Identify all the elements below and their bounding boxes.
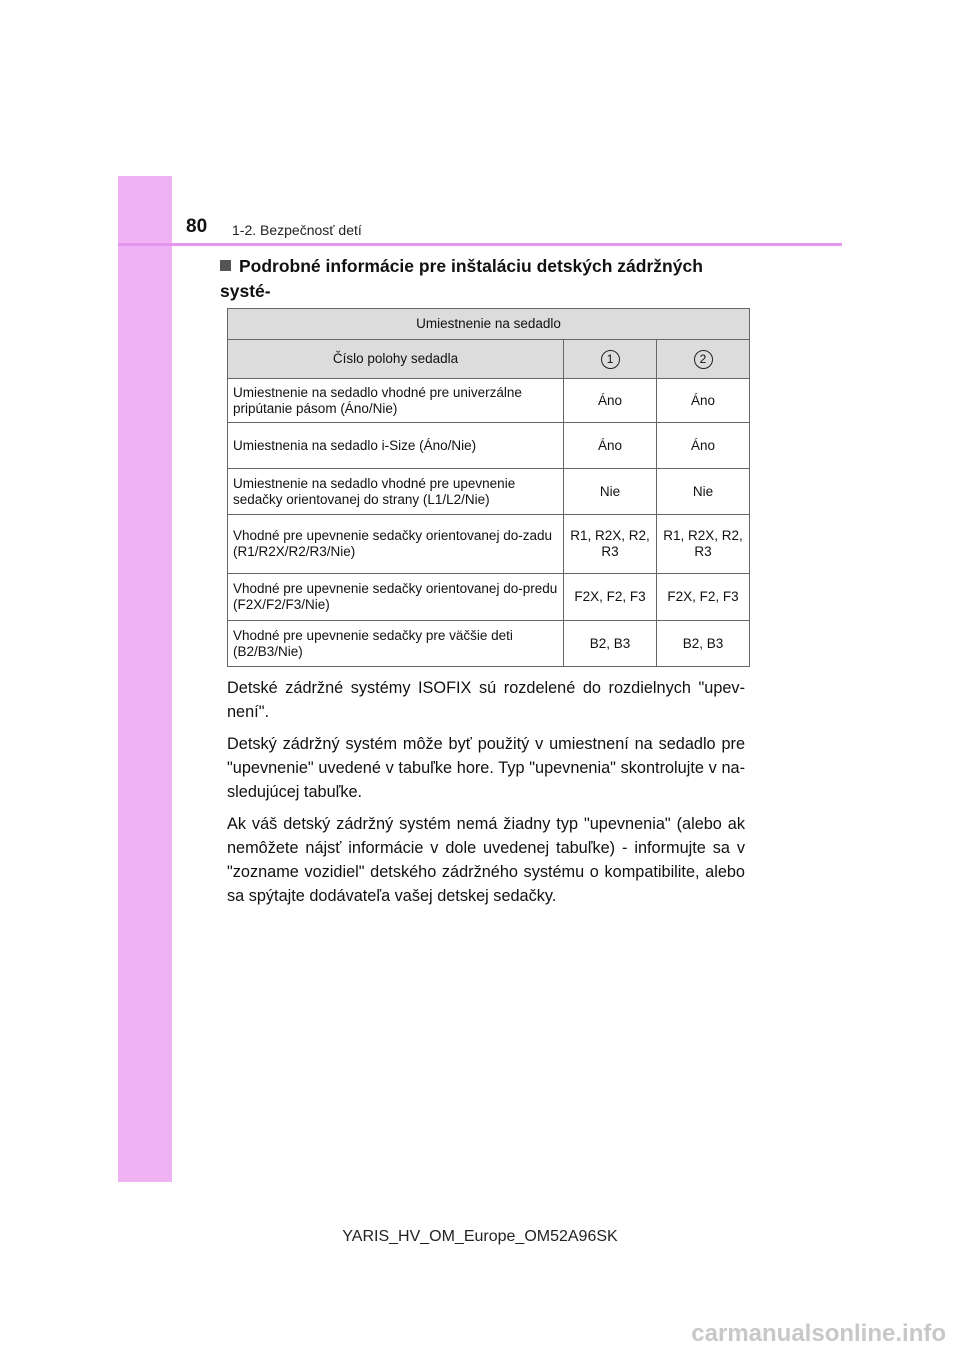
row-value-1: F2X, F2, F3 [564,574,657,621]
row-label: Umiestnenie na sedadlo vhodné pre upevnenie sedačky orientovanej do strany (L1/L2/Nie) [228,469,564,515]
row-value-1: B2, B3 [564,621,657,667]
row-value-1: R1, R2X, R2, R3 [564,515,657,574]
table-row [228,621,750,667]
section-title: 1-2. Bezpečnosť detí [232,222,362,238]
table-title-row [228,309,750,340]
position-2-number: 2 [694,350,713,369]
paragraph: Detský zádržný systém môže byť použitý v umiestnení na sedadlo pre "upevnenie" uvedené v tabuľke hore. Typ "upevnenia" skontrolujte v na-sledujúcej tabuľke. [227,735,745,801]
row-label: Vhodné pre upevnenie sedačky orientovanej do-predu (F2X/F2/F3/Nie) [228,574,564,621]
table-row [228,379,750,423]
row-label: Umiestnenia na sedadlo i-Size (Áno/Nie) [228,423,564,469]
body-text [227,676,745,916]
isofix-table [227,308,750,667]
side-color-band [118,176,172,1182]
position-1-number: 1 [601,350,620,369]
row-label: Umiestnenie na sedadlo vhodné pre univerzálne pripútanie pásom (Áno/Nie) [228,379,564,423]
document-footer: YARIS_HV_OM_Europe_OM52A96SK [342,1228,618,1245]
position-1-cell [564,340,657,379]
row-value-1: Nie [564,469,657,515]
position-2-cell [657,340,750,379]
position-label: Číslo polohy sedadla [228,340,564,379]
table-row [228,515,750,574]
table-title: Umiestnenie na sedadlo [228,309,750,340]
table-row [228,469,750,515]
paragraph: Detské zádržné systémy ISOFIX sú rozdelené do rozdielnych "upev-není". [227,679,745,721]
heading-line-1: Podrobné informácie pre inštaláciu detských zádržných systé- [220,256,703,301]
row-value-2: Áno [657,423,750,469]
watermark: carmanualsonline.info [691,1320,946,1347]
row-value-1: Áno [564,379,657,423]
row-label: Vhodné pre upevnenie sedačky pre väčšie deti (B2/B3/Nie) [228,621,564,667]
table-position-row [228,340,750,379]
row-label: Vhodné pre upevnenie sedačky orientovanej do-zadu (R1/R2X/R2/R3/Nie) [228,515,564,574]
table-row [228,423,750,469]
row-value-2: R1, R2X, R2, R3 [657,515,750,574]
row-value-2: F2X, F2, F3 [657,574,750,621]
row-value-2: Nie [657,469,750,515]
paragraph: Ak váš detský zádržný systém nemá žiadny typ "upevnenia" (alebo ak nemôžete nájsť informácie v dole uvedenej tabuľke) - informujte sa v "zozname vozidiel" detského zádržného systému o kompatibilite, alebo sa spýtajte dodávateľa vašej detskej sedačky. [227,815,745,905]
table-row [228,574,750,621]
header-divider [118,243,842,246]
page-number: 80 [186,216,208,237]
row-value-2: Áno [657,379,750,423]
row-value-1: Áno [564,423,657,469]
row-value-2: B2, B3 [657,621,750,667]
square-bullet-icon [220,260,231,271]
